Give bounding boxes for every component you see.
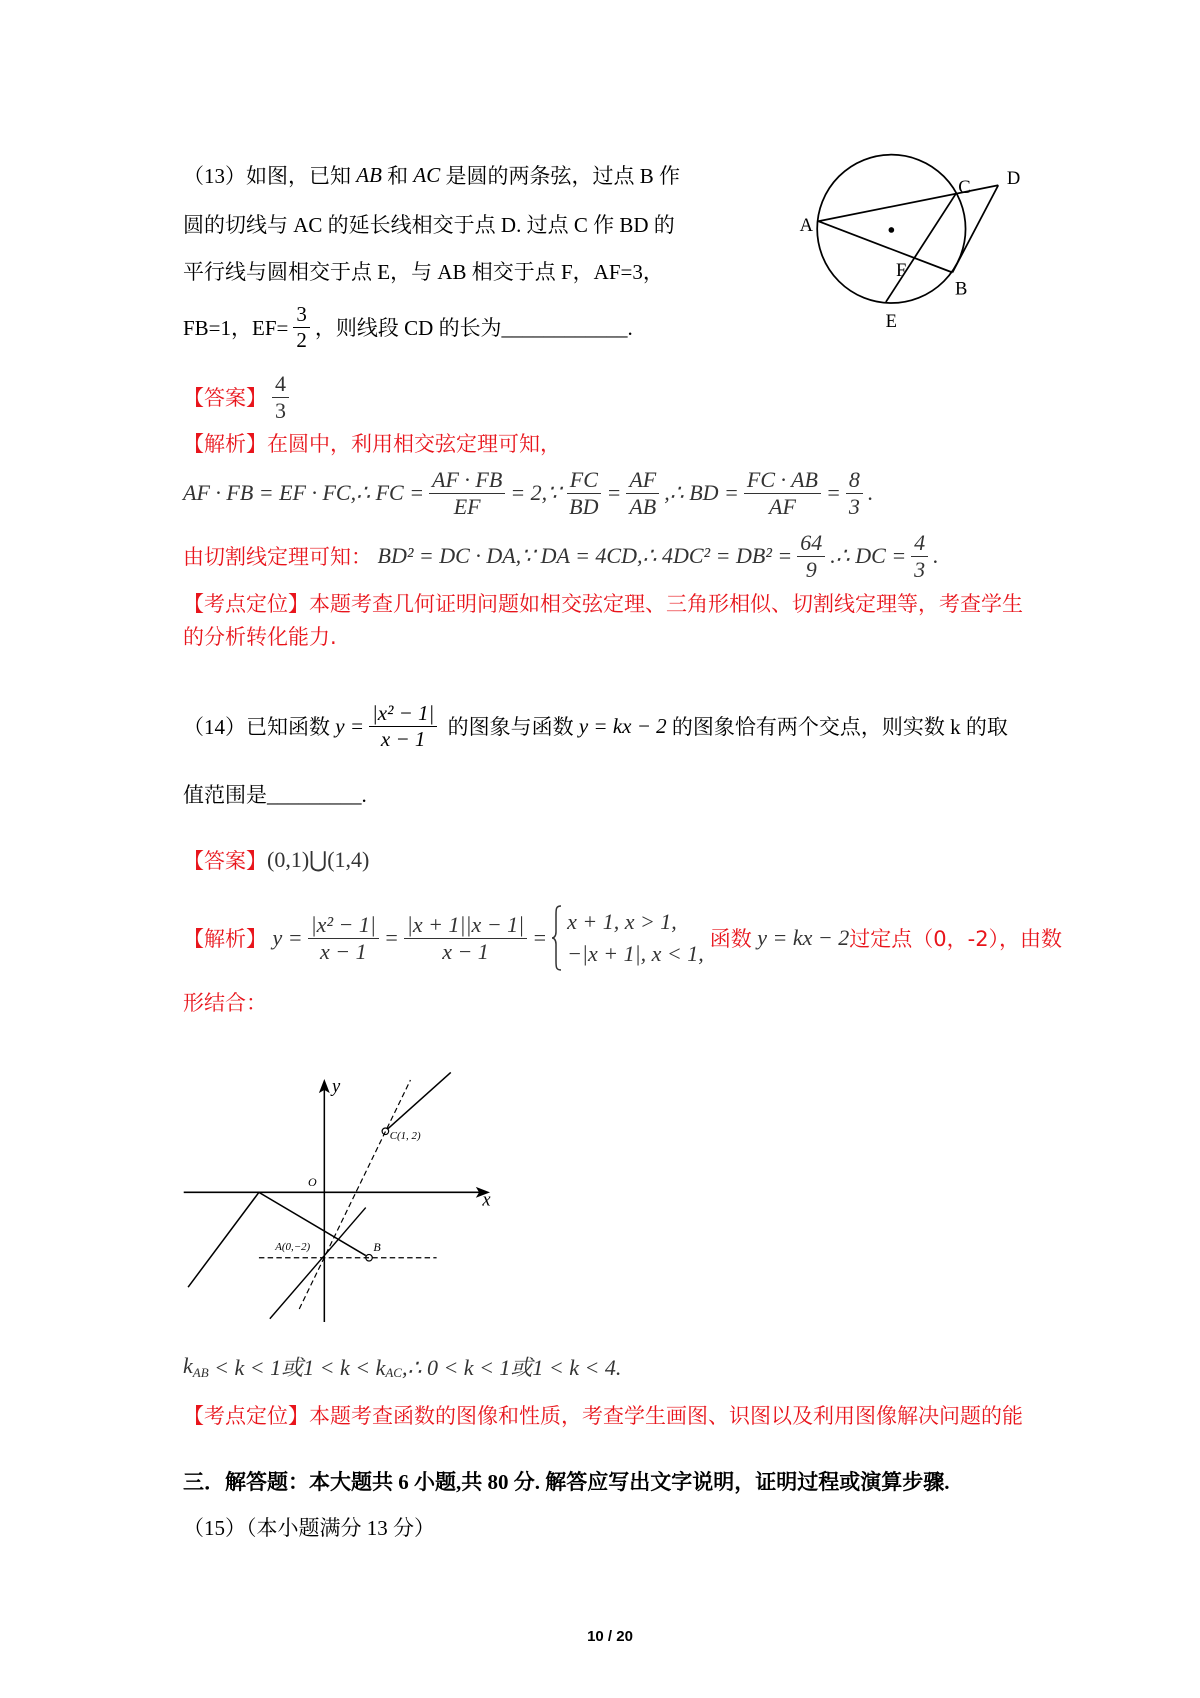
key-point-label: 【考点定位】 bbox=[183, 1404, 309, 1428]
point-b-label: B bbox=[954, 278, 968, 300]
q15-heading bbox=[183, 1512, 435, 1542]
math-text: . bbox=[933, 543, 939, 568]
key-point-label: 【考点定位】 bbox=[183, 592, 309, 616]
fraction-numerator: 8 bbox=[846, 467, 863, 493]
fraction-numerator: |x² − 1| bbox=[369, 701, 437, 726]
point-a-label: A(0,−2) bbox=[275, 1241, 311, 1254]
point-c-label: C(1, 2) bbox=[389, 1129, 421, 1142]
math-text: y = bbox=[335, 713, 364, 738]
question-text: 圆的切线与 AC 的延长线相交于点 D. 过点 C 作 BD 的 bbox=[183, 213, 675, 237]
math-text: k bbox=[183, 1353, 193, 1378]
fraction-denominator: 2 bbox=[296, 327, 307, 352]
section-heading-text: 三．解答题：本大题共 6 小题,共 80 分. 解答应写出文字说明，证明过程或演算步骤. bbox=[183, 1470, 950, 1494]
fraction bbox=[429, 467, 505, 519]
question-text: （14）已知函数 bbox=[183, 715, 336, 739]
math-text: = bbox=[383, 925, 399, 950]
line-through-a bbox=[270, 1208, 366, 1319]
fraction-numerator: 4 bbox=[272, 371, 289, 397]
fraction-numerator: |x + 1||x − 1| bbox=[404, 912, 527, 938]
analysis-text: 由切割线定理可知： bbox=[183, 545, 372, 569]
point-c-open-circle bbox=[382, 1128, 389, 1135]
point-c-label: C bbox=[958, 176, 971, 198]
line-ad bbox=[818, 185, 998, 221]
fraction-denominator: x − 1 bbox=[319, 938, 367, 964]
q13-key-point-line-2 bbox=[183, 621, 337, 651]
fraction-numerator: AF · FB bbox=[429, 467, 505, 493]
section-heading bbox=[183, 1466, 950, 1496]
fraction bbox=[308, 912, 379, 964]
piecewise-case: −|x + 1|, x < 1, bbox=[567, 941, 704, 966]
question-text: 的图象恰有两个交点，则实数 k 的取 bbox=[666, 715, 1008, 739]
fraction-denominator: x − 1 bbox=[442, 938, 489, 964]
q14-key-point bbox=[183, 1400, 1023, 1430]
piecewise-cases bbox=[567, 906, 704, 970]
fraction-numerator: |x² − 1| bbox=[308, 912, 379, 938]
fraction-denominator: AB bbox=[629, 493, 657, 519]
q13-line-4 bbox=[183, 299, 633, 355]
fraction-denominator: AF bbox=[769, 493, 796, 519]
q14-answer bbox=[183, 845, 369, 875]
math-text: y = kx − 2 bbox=[751, 925, 850, 950]
point-d-label: D bbox=[1006, 168, 1021, 190]
q13-line-2 bbox=[183, 209, 675, 239]
analysis-text: 在圆中，利用相交弦定理可知， bbox=[267, 432, 561, 456]
fraction-ef-value bbox=[293, 302, 310, 351]
point-b-label: B bbox=[373, 1240, 381, 1255]
key-point-text: 本题考查函数的图像和性质，考查学生画图、识图以及利用图像解决问题的能 bbox=[309, 1404, 1023, 1428]
function-fraction bbox=[369, 701, 437, 750]
analysis-text: 过定点（0，-2），由数 bbox=[849, 927, 1063, 951]
key-point-text: 的分析转化能力. bbox=[183, 625, 337, 649]
fraction-numerator: 64 bbox=[797, 530, 825, 556]
fraction-numerator: 3 bbox=[293, 302, 310, 327]
question-text: 值范围是_________. bbox=[183, 783, 367, 807]
q14-line-2 bbox=[183, 779, 367, 809]
question-text: ，则线段 CD 的长为____________. bbox=[314, 316, 633, 340]
math-text: y = kx − 2 bbox=[578, 713, 667, 738]
q14-conclusion bbox=[183, 1348, 621, 1384]
q13-line-1 bbox=[183, 160, 680, 190]
q14-analysis-line-1 bbox=[183, 900, 1062, 976]
fraction bbox=[744, 467, 821, 519]
fraction bbox=[566, 467, 601, 519]
question-text: 的图象与函数 bbox=[442, 715, 579, 739]
q13-analysis-intro bbox=[183, 428, 561, 458]
y-axis-label: y bbox=[331, 1076, 341, 1098]
math-text: = bbox=[532, 925, 548, 950]
question-text: 是圆的两条弦，过点 B 作 bbox=[440, 164, 681, 188]
answer-value: (0,1)⋃(1,4) bbox=[267, 847, 370, 872]
piecewise-case: x + 1, x > 1, bbox=[567, 909, 677, 934]
question-text: 和 bbox=[381, 164, 414, 188]
analysis-text: 函数 bbox=[709, 927, 752, 951]
q13-key-point-line-1 bbox=[183, 588, 1023, 618]
fraction-denominator: x − 1 bbox=[380, 726, 426, 751]
point-a-label: A bbox=[799, 215, 813, 237]
fraction-denominator: 3 bbox=[848, 493, 860, 519]
subscript: AB bbox=[192, 1365, 209, 1380]
fraction bbox=[846, 467, 863, 519]
function-graph bbox=[175, 1058, 502, 1331]
dashed-line-ac bbox=[299, 1080, 410, 1309]
piecewise-function bbox=[551, 905, 704, 971]
chord-ce bbox=[886, 194, 956, 302]
fraction bbox=[797, 530, 825, 582]
answer-label: 【答案】 bbox=[183, 849, 267, 873]
q13-line-3 bbox=[183, 256, 664, 286]
math-text: y = bbox=[267, 925, 303, 950]
fraction-numerator: 4 bbox=[911, 530, 928, 556]
point-f-label: F bbox=[896, 259, 907, 281]
fraction-denominator: 3 bbox=[275, 397, 286, 423]
fraction-denominator: BD bbox=[569, 493, 599, 519]
subscript: AC bbox=[385, 1365, 402, 1380]
page-number: 10 / 20 bbox=[587, 1628, 633, 1645]
math-text: .∴ DC = bbox=[830, 543, 907, 568]
fraction bbox=[404, 912, 527, 964]
chord-ab-label: AB bbox=[356, 162, 382, 187]
point-e-label: E bbox=[885, 311, 898, 333]
math-text: BD² = DC · DA,∵ DA = 4CD,∴ 4DC² = DB² = bbox=[372, 543, 793, 568]
fraction-numerator: FC · AB bbox=[744, 467, 821, 493]
question-text: 平行线与圆相交于点 E，与 AB 相交于点 F，AF=3， bbox=[183, 260, 664, 284]
math-text: ,∴ BD = bbox=[664, 480, 739, 505]
analysis-label: 【解析】 bbox=[183, 927, 267, 951]
math-text: < k < 1或1 < k < k bbox=[208, 1354, 386, 1380]
fraction-denominator: 3 bbox=[914, 556, 926, 582]
answer-label: 【答案】 bbox=[183, 386, 267, 410]
analysis-label: 【解析】 bbox=[183, 432, 267, 456]
analysis-text: 形结合： bbox=[183, 991, 267, 1015]
math-text: AF · FB = EF · FC,∴ FC = bbox=[183, 480, 425, 505]
x-axis-label: x bbox=[482, 1189, 491, 1211]
graph-right-branch bbox=[388, 1072, 451, 1129]
origin-label: O bbox=[307, 1174, 317, 1189]
key-point-text: 本题考查几何证明问题如相交弦定理、三角形相似、切割线定理等，考查学生 bbox=[309, 592, 1023, 616]
graph-left-branch bbox=[188, 1192, 366, 1287]
q14-line-1 bbox=[183, 695, 1008, 757]
q13-equation-2 bbox=[183, 526, 939, 586]
math-text: . bbox=[867, 480, 874, 505]
q13-answer bbox=[183, 367, 294, 427]
question-text: （15）（本小题满分 13 分） bbox=[183, 1516, 435, 1540]
math-text: ,∴ 0 < k < 1或1 < k < 4. bbox=[401, 1354, 622, 1380]
q13-equation-1 bbox=[183, 463, 873, 523]
circle-center-dot bbox=[889, 227, 895, 233]
fraction-denominator: EF bbox=[453, 493, 481, 519]
left-brace-icon bbox=[551, 905, 563, 971]
chord-ac-label: AC bbox=[413, 162, 441, 187]
fraction bbox=[911, 530, 928, 582]
q14-analysis-line-2 bbox=[183, 987, 267, 1017]
math-text: = bbox=[606, 480, 622, 505]
fraction-numerator: FC bbox=[567, 467, 601, 493]
fraction-denominator: 9 bbox=[805, 556, 817, 582]
math-text: = bbox=[826, 480, 841, 505]
fraction bbox=[626, 467, 659, 519]
question-text: FB=1，EF= bbox=[183, 316, 289, 340]
answer-fraction bbox=[272, 371, 289, 423]
circle-figure bbox=[791, 147, 1031, 338]
math-text: = 2,∵ bbox=[510, 480, 562, 505]
question-text: （13）如图，已知 bbox=[183, 164, 357, 188]
fraction-numerator: AF bbox=[626, 467, 659, 493]
